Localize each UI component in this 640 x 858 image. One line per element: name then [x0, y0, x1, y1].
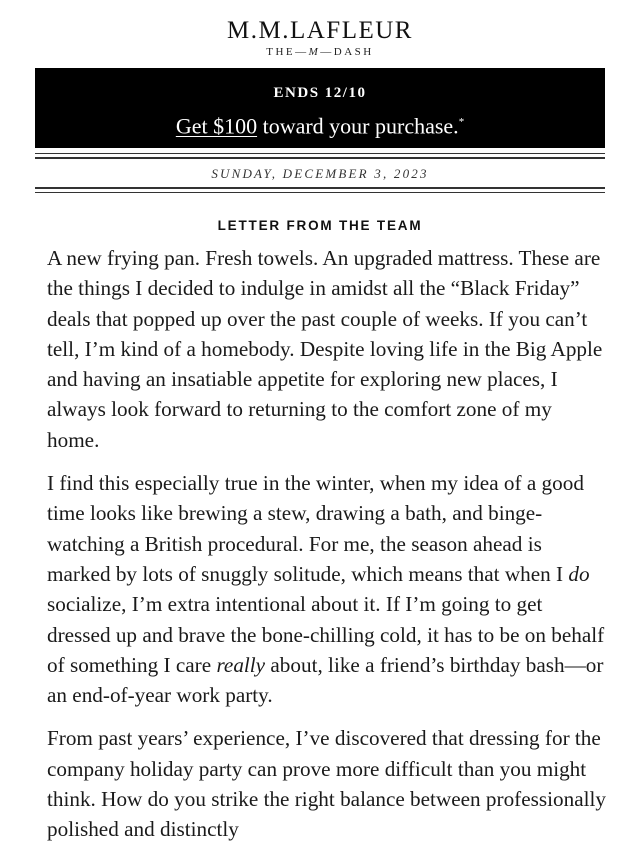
newsletter-name-m: M	[308, 46, 321, 58]
issue-date: SUNDAY, DECEMBER 3, 2023	[211, 166, 429, 181]
newsletter-name	[0, 45, 640, 59]
paragraph-2-emphasis-really: really	[216, 652, 266, 677]
promo-offer-text: toward your purchase.	[257, 113, 459, 139]
section-title: LETTER FROM THE TEAM	[217, 218, 423, 233]
letter-body	[47, 243, 607, 858]
newsletter-name-right: —DASH	[320, 46, 374, 58]
promo-ends-label: ENDS 12/10	[273, 85, 367, 101]
paragraph-3: From past years’ experience, I’ve discovered that dressing for the company holiday party can prove more difficult than you might think. How do you strike the right balance between professionally polished and distinctly	[47, 726, 606, 842]
brand-logo[interactable]: M.M.LAFLEUR	[227, 17, 413, 44]
masthead	[0, 0, 640, 59]
promo-asterisk: *	[458, 116, 465, 128]
paragraph-2-part-c: about, like a friend’s birthday bash—or an end-of-year work party.	[47, 652, 604, 708]
divider-bottom-1	[35, 187, 605, 189]
divider-top-2	[35, 157, 605, 159]
paragraph-2-part-b: socialize, I’m extra intentional about it. If I’m going to get dressed up and brave the bone-chilling cold, it has to be on behalf of something I care	[47, 592, 605, 677]
promo-offer	[35, 109, 605, 139]
divider-top-1	[35, 153, 605, 154]
paragraph-2	[47, 468, 607, 710]
paragraph-1: A new frying pan. Fresh towels. An upgraded mattress. These are the things I decided to indulge in amidst all the “Black Friday” deals that popped up over the past couple of weeks. If you can’t tell, I’m kind of a homebody. Despite loving life in the Big Apple and having an insatiable appetite for exploring new places, I always look forward to returning to the comfort zone of my home.	[47, 246, 603, 452]
promo-offer-link[interactable]: Get $100	[175, 113, 258, 139]
divider-bottom-2	[35, 192, 605, 193]
paragraph-2-emphasis-do: do	[568, 561, 590, 586]
paragraph-2-part-a: I find this especially true in the winter, when my idea of a good time looks like brewing a stew, drawing a bath, and binge-watching a British procedural. For me, the season ahead is marked by lots of snuggly solitude, which means that when I	[47, 471, 584, 586]
promo-banner[interactable]	[35, 68, 605, 148]
newsletter-name-left: THE—	[266, 46, 309, 58]
